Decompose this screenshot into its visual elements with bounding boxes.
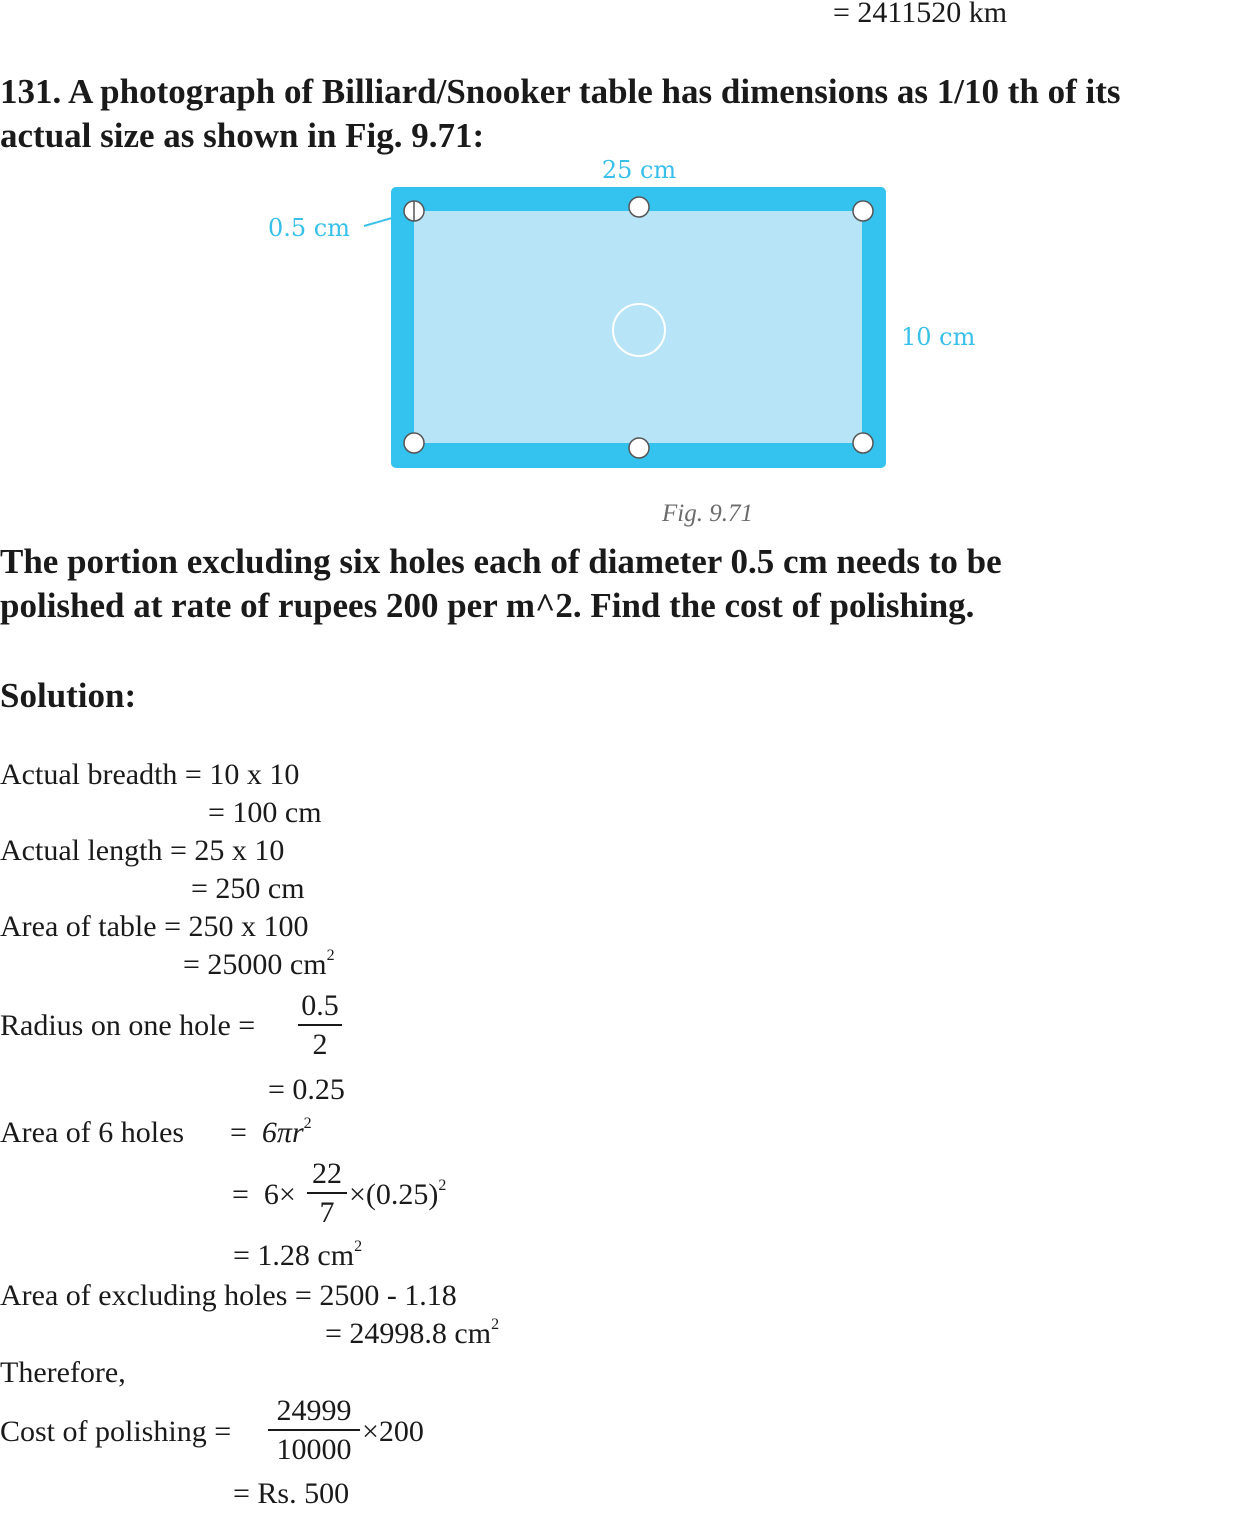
cost-numerator: 24999 bbox=[276, 1394, 352, 1427]
table-felt bbox=[414, 211, 862, 443]
question-line-2: actual size as shown in Fig. 9.71: bbox=[0, 116, 485, 155]
billiard-table-figure bbox=[0, 150, 1248, 540]
area-line-1: Area of table = 250 x 100 bbox=[0, 910, 309, 943]
area-line-2: = 25000 $cm^2$ bbox=[183, 947, 335, 981]
pocket-bottom-middle bbox=[629, 438, 649, 458]
cost-denominator: 10000 bbox=[276, 1433, 352, 1466]
cost-multiplier: ×200 bbox=[362, 1415, 424, 1448]
cost-result: = Rs. 500 bbox=[233, 1477, 350, 1510]
question-line-4: polished at rate of rupees 200 per m^2. Find the cost of polishing. bbox=[0, 586, 975, 625]
pocket-bottom-left bbox=[404, 433, 424, 453]
pocket-top-middle bbox=[629, 197, 649, 217]
excluding-line-2: = 24998.8 $cm^2$ bbox=[325, 1316, 500, 1350]
radius-label: Radius on one hole = bbox=[0, 1009, 256, 1042]
holes-substitution-suffix: $\times(0.25)^2$ bbox=[349, 1177, 447, 1211]
length-label: 25 cm bbox=[601, 156, 677, 184]
radius-numerator: 0.5 bbox=[301, 989, 339, 1022]
holes-substitution-prefix: = 6× bbox=[232, 1178, 296, 1211]
solution-heading: Solution: bbox=[0, 676, 137, 715]
hole-diameter-label: 0.5 cm bbox=[268, 214, 350, 242]
cost-label: Cost of polishing = bbox=[0, 1415, 232, 1448]
excluding-line-1: Area of excluding holes = 2500 - 1.18 bbox=[0, 1279, 457, 1312]
question-line-3: The portion excluding six holes each of diameter 0.5 cm needs to be bbox=[0, 542, 1002, 581]
figure-caption: Fig. 9.71 bbox=[662, 500, 753, 527]
radius-result: = 0.25 bbox=[268, 1073, 345, 1106]
pocket-bottom-right bbox=[853, 433, 873, 453]
holes-result: = 1.28 $cm^2$ bbox=[233, 1238, 363, 1272]
therefore-text: Therefore, bbox=[0, 1356, 126, 1389]
cost-fraction bbox=[268, 1393, 360, 1469]
holes-fraction bbox=[307, 1156, 347, 1232]
holes-numerator: 22 bbox=[312, 1157, 342, 1190]
holes-label: Area of 6 holes bbox=[0, 1116, 185, 1149]
length-line-2: = 250 cm bbox=[191, 872, 305, 905]
holes-formula: = $6\pi r^2$ bbox=[230, 1115, 312, 1149]
holes-denominator: 7 bbox=[319, 1196, 335, 1229]
question-line-1: 131. A photograph of Billiard/Snooker table has dimensions as 1/10 th of its bbox=[0, 72, 1121, 111]
pocket-top-right bbox=[853, 201, 873, 221]
radius-fraction bbox=[298, 988, 342, 1064]
breadth-line-1: Actual breadth = 10 x 10 bbox=[0, 758, 300, 791]
width-label: 10 cm bbox=[901, 323, 976, 351]
length-line-1: Actual length = 25 x 10 bbox=[0, 834, 285, 867]
radius-denominator: 2 bbox=[312, 1028, 328, 1061]
breadth-line-2: = 100 cm bbox=[208, 796, 322, 829]
previous-answer-line: = 2411520 km bbox=[833, 0, 1008, 29]
